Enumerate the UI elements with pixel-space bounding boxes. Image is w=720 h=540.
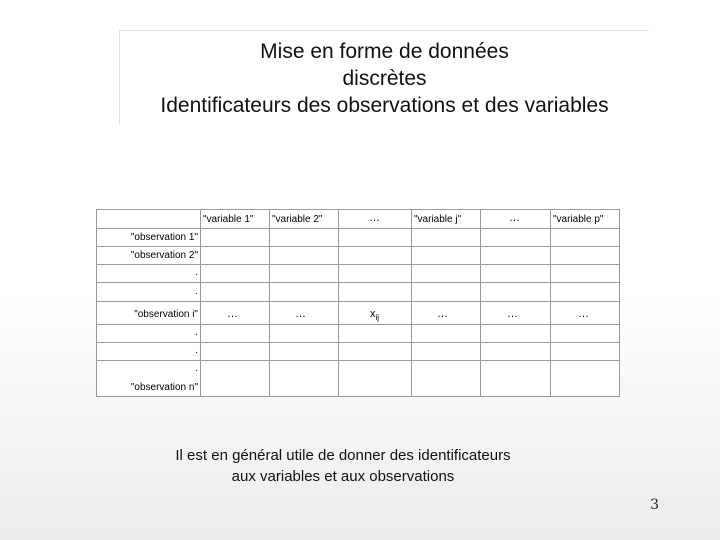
row-label-dot: . xyxy=(195,267,198,278)
column-header-variable-p: "variable p" xyxy=(553,214,604,225)
column-header-variable-1: "variable 1" xyxy=(203,214,254,225)
column-header-variable-j: "variable j" xyxy=(414,214,462,225)
row-label-observation-1: "observation 1" xyxy=(130,232,198,243)
row-label-observation-2: "observation 2" xyxy=(130,250,198,261)
data-matrix-table xyxy=(96,209,620,397)
cell-x-ij xyxy=(370,308,379,324)
cell-row-i-ellipsis: … xyxy=(507,308,519,320)
row-label-observation-i: "observation i" xyxy=(134,309,198,320)
row-label-dot: . xyxy=(195,286,198,297)
cell-row-i-ellipsis: … xyxy=(578,308,590,320)
page-number: 3 xyxy=(650,497,659,513)
cell-row-i-ellipsis: … xyxy=(437,308,449,320)
x-ij-base: x xyxy=(370,308,376,320)
caption-line-1: Il est en général utile de donner des identificateurs xyxy=(175,447,511,464)
title-line-1: Mise en forme de données xyxy=(260,39,509,63)
column-header-variable-2: "variable 2" xyxy=(272,214,323,225)
row-label-observation-n: "observation n" xyxy=(130,382,198,393)
title-line-2: discrètes xyxy=(342,66,427,90)
caption xyxy=(128,445,558,487)
slide-title xyxy=(119,30,649,125)
row-label-dot: . xyxy=(195,327,198,338)
caption-line-2: aux variables et aux observations xyxy=(231,468,455,485)
title-line-3: Identificateurs des observations et des variables xyxy=(160,93,609,117)
x-ij-subscript: ij xyxy=(375,313,380,323)
row-label-dot: . xyxy=(195,345,198,356)
column-header-ellipsis: … xyxy=(509,212,521,224)
column-header-ellipsis: … xyxy=(369,212,381,224)
row-label-dot: . xyxy=(195,363,198,374)
cell-row-i-ellipsis: … xyxy=(227,308,239,320)
cell-row-i-ellipsis: … xyxy=(295,308,307,320)
